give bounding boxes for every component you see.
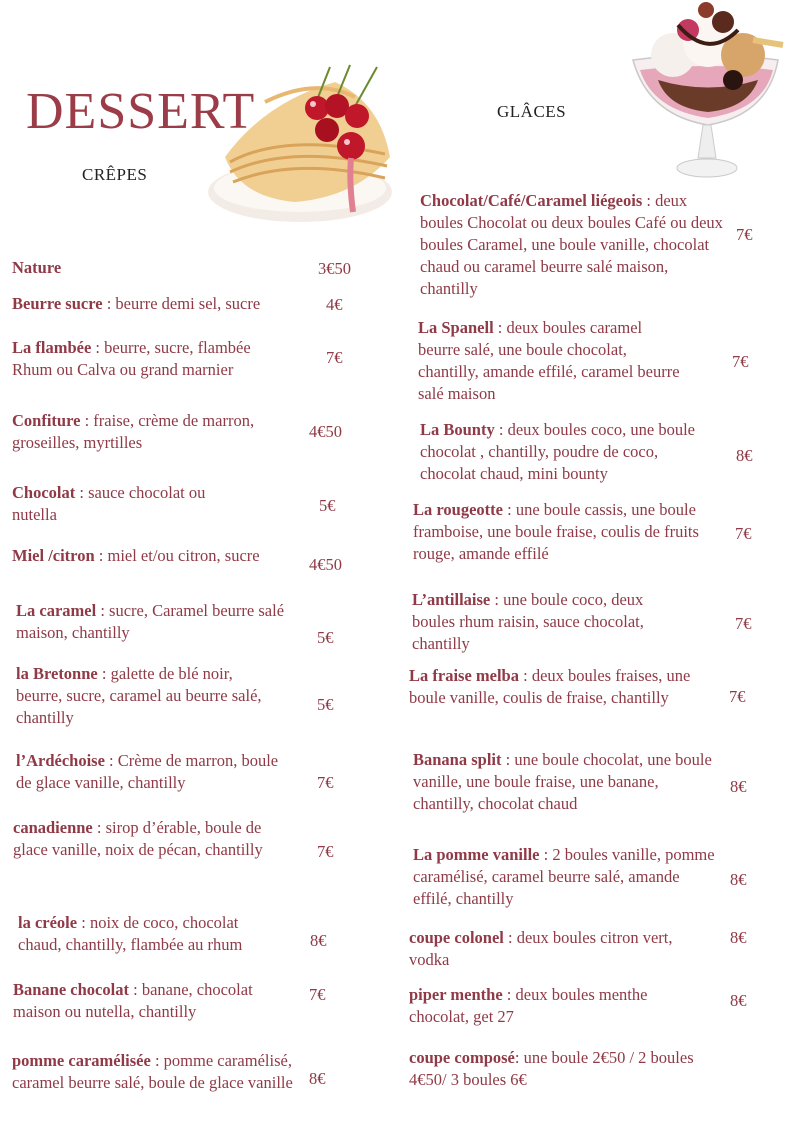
list-item [12, 337, 287, 381]
item-name: Chocolat [12, 483, 76, 502]
item-name: l’Ardéchoise [16, 751, 105, 770]
item-separator: : [503, 928, 517, 947]
item-description: sirop d’érable, boule de glace vanille, noix de pécan, chantilly [13, 818, 263, 859]
item-separator: : [75, 483, 89, 502]
item-separator: : [102, 294, 116, 313]
item-name: canadienne [13, 818, 93, 837]
item-price: 8€ [730, 777, 747, 796]
list-item [12, 482, 252, 526]
item-description: une boule chocolat, une boule vanille, une boule fraise, une banane, chantilly, chocolat chaud [413, 750, 712, 813]
list-item [412, 589, 687, 655]
item-price: 7€ [317, 773, 334, 792]
item-description: une boule cassis, une boule framboise, une boule fraise, coulis de fruits rouge, amande effilé [413, 500, 699, 563]
item-description: banane, chocolat maison ou nutella, chantilly [13, 980, 253, 1021]
item-price: 7€ [735, 614, 752, 633]
item-price: 8€ [730, 870, 747, 889]
item-price: 7€ [736, 225, 753, 244]
item-separator: : [494, 420, 508, 439]
item-name: Confiture [12, 411, 81, 430]
list-item [13, 979, 293, 1023]
item-price: 5€ [319, 496, 336, 515]
item-name: La flambée [12, 338, 92, 357]
item-price: 8€ [736, 446, 753, 465]
item-separator: : [150, 1051, 164, 1070]
item-name: la Bretonne [16, 664, 98, 683]
item-description: beurre, sucre, flambée Rhum ou Calva ou grand marnier [12, 338, 251, 379]
item-price: 5€ [317, 628, 334, 647]
item-price: 7€ [326, 348, 343, 367]
item-name: La Bounty [420, 420, 495, 439]
list-item [409, 665, 694, 709]
item-description: deux boules caramel beurre salé, une boule chocolat, chantilly, amande effilé, caramel beurre salé maison [418, 318, 680, 403]
list-item [413, 844, 719, 910]
list-item [420, 190, 725, 300]
item-separator: : [502, 500, 516, 519]
item-price: 7€ [317, 842, 334, 861]
item-separator: : [501, 750, 515, 769]
item-separator: : [92, 818, 106, 837]
item-description: sauce chocolat ou nutella [12, 483, 206, 524]
item-separator: : [642, 191, 656, 210]
item-name: la créole [18, 913, 78, 932]
item-description: deux boules citron vert, vodka [409, 928, 673, 969]
ice-cream-sundae-icon [628, 0, 788, 185]
list-item [420, 419, 700, 485]
list-item [12, 1050, 304, 1094]
item-description: deux boules Chocolat ou deux boules Café ou deux boules Caramel, une boule vanille, chocolat chaud ou caramel beurre salé maison, chantilly [420, 191, 723, 298]
list-item [413, 749, 713, 815]
item-description: deux boules menthe chocolat, get 27 [409, 985, 648, 1026]
item-description: beurre demi sel, sucre [115, 294, 261, 313]
item-description: une boule coco, deux boules rhum raisin, sauce chocolat, chantilly [412, 590, 644, 653]
list-item [16, 663, 278, 729]
item-description: galette de blé noir, beurre, sucre, caramel au beurre salé, chantilly [16, 664, 262, 727]
item-separator: : [539, 845, 553, 864]
crepes-with-cherries-icon [205, 62, 405, 232]
item-description: noix de coco, chocolat chaud, chantilly, flambée au rhum [18, 913, 243, 954]
list-item [409, 1047, 699, 1091]
item-price: 4€50 [309, 555, 342, 574]
item-description: Crème de marron, boule de glace vanille, chantilly [16, 751, 279, 792]
item-name: coupe composé [409, 1048, 515, 1067]
item-separator: : [91, 338, 105, 357]
item-name: Chocolat/Café/Caramel liégeois [420, 191, 643, 210]
list-item [409, 927, 709, 971]
item-name: Beurre sucre [12, 294, 103, 313]
item-name: L’antillaise [412, 590, 491, 609]
item-separator: : [493, 318, 507, 337]
item-name: La Spanell [418, 318, 494, 337]
list-item [18, 912, 283, 956]
item-price: 8€ [730, 928, 747, 947]
item-separator: : [77, 913, 90, 932]
list-item [12, 545, 282, 567]
item-price: 8€ [310, 931, 327, 950]
section-heading-crepes: CRÊPES [82, 165, 148, 184]
list-item [413, 499, 721, 565]
item-price: 7€ [735, 524, 752, 543]
item-name: piper menthe [409, 985, 503, 1004]
item-name: La rougeotte [413, 500, 503, 519]
item-separator: : [104, 751, 118, 770]
item-price: 4€ [326, 295, 343, 314]
item-description: deux boules fraises, une boule vanille, coulis de fraise, chantilly [409, 666, 691, 707]
item-name: Banane chocolat [13, 980, 129, 999]
list-item [418, 317, 680, 405]
list-item [12, 410, 262, 454]
item-price: 8€ [309, 1069, 326, 1088]
list-item [12, 257, 302, 279]
item-name: La caramel [16, 601, 97, 620]
item-separator: : [128, 980, 142, 999]
item-description: miel et/ou citron, sucre [107, 546, 260, 565]
item-price: 3€50 [318, 259, 351, 278]
item-separator: : [96, 601, 110, 620]
item-price: 7€ [729, 687, 746, 706]
item-separator: : [80, 411, 94, 430]
item-separator: : [490, 590, 504, 609]
item-name: Nature [12, 258, 62, 277]
list-item [409, 984, 709, 1028]
item-description: 2 boules vanille, pomme caramélisé, caramel beurre salé, amande effilé, chantilly [413, 845, 715, 908]
item-description: pomme caramélisé, caramel beurre salé, boule de glace vanille [12, 1051, 293, 1092]
item-price: 7€ [309, 985, 326, 1004]
item-separator: : [97, 664, 111, 683]
list-item [12, 293, 307, 315]
list-item [16, 600, 291, 644]
item-price: 4€50 [309, 422, 342, 441]
item-price: 7€ [732, 352, 749, 371]
page-title: DESSERT [26, 83, 256, 140]
list-item [13, 817, 278, 861]
item-separator: : [502, 985, 516, 1004]
list-item [16, 750, 281, 794]
item-name: pomme caramélisée [12, 1051, 151, 1070]
item-separator: : [518, 666, 532, 685]
item-separator: : [514, 1048, 524, 1067]
item-description: fraise, crème de marron, groseilles, myrtilles [12, 411, 255, 452]
item-name: La pomme vanille [413, 845, 540, 864]
item-name: coupe colonel [409, 928, 504, 947]
item-name: La fraise melba [409, 666, 519, 685]
item-price: 5€ [317, 695, 334, 714]
item-name: Miel /citron [12, 546, 95, 565]
section-heading-glaces: GLÂCES [497, 102, 567, 121]
item-description: une boule 2€50 / 2 boules 4€50/ 3 boules 6€ [409, 1048, 694, 1089]
item-name: Banana split [413, 750, 502, 769]
item-description: deux boules coco, une boule chocolat , chantilly, poudre de coco, chocolat chaud, mini bounty [420, 420, 695, 483]
item-price: 8€ [730, 991, 747, 1010]
item-description: sucre, Caramel beurre salé maison, chantilly [16, 601, 285, 642]
item-separator: : [94, 546, 108, 565]
